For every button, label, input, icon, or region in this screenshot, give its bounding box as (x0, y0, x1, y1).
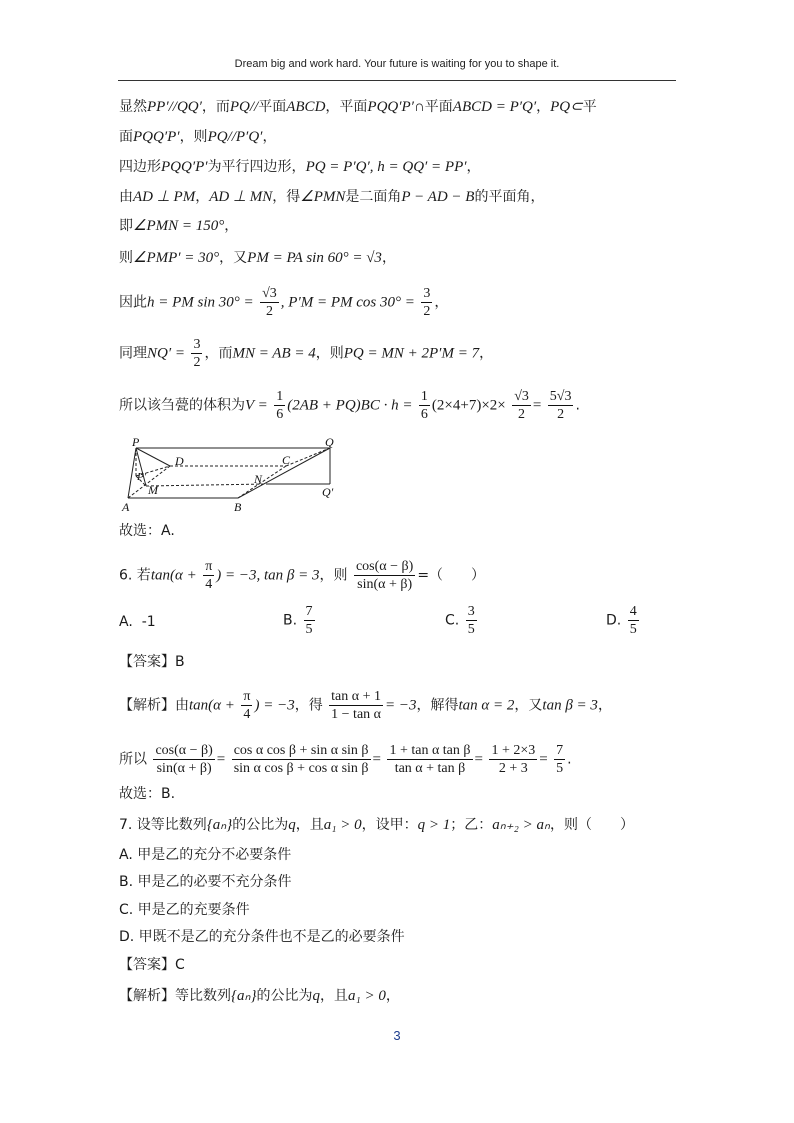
fraction: $\frac{\cos(\alpha - \beta)}{\sin(\alpha + \beta)}$ (355, 559, 414, 592)
fraction: $\frac{1 + 2\times 3}{2 + 3}$ (491, 743, 536, 776)
question-6-solution-line-2: 所以 $\frac{\cos(\alpha - \beta)}{\sin(\alpha + \beta)}$ = $\frac{\text{cos α cos β + sin α sin β}}{\text{sin α cos β + cos α sin β}}$ = $\frac{\text{1 + tan α tan β}}{\text{tan α + tan β}}$ = $\frac{1 + 2\times 3}{2 + 3}$ = $\frac{7}{5}$ . (119, 743, 572, 776)
solution-line-8: 同理NQ′ = $\frac{3}{2}$ ，而MN = AB = 4，则PQ = MN + 2P′M = 7， (119, 337, 494, 370)
solution-line-6: 则∠PMP′ = 30°，又PM = PA sin 60° = √3， (119, 250, 396, 266)
fraction: $\frac{4}{5}$ (629, 604, 637, 637)
fraction: $\frac{3}{2}$ (193, 337, 201, 370)
edge-MN (146, 484, 266, 486)
solution-line-1: 显然PP′//QQ′，而PQ//平面ABCD，平面PQQ′P′∩平面ABCD = P′Q′，PQ⊂平 (119, 99, 597, 115)
fraction: $\frac{√3}{2}$ (514, 389, 529, 422)
fraction: $\frac{\cos(\alpha - \beta)}{\sin(\alpha + \beta)}$ (155, 743, 213, 776)
geometry-figure (118, 436, 348, 516)
solution-line-5: 即∠PMN = 150°， (119, 218, 239, 234)
label-Q: Q (325, 436, 334, 449)
label-A: A (122, 500, 130, 514)
question-7-option-b: B. 甲是乙的必要不充分条件 (119, 874, 292, 890)
question-6-option-d: D. $\frac{4}{5}$ (606, 604, 637, 637)
edge-PD (136, 448, 170, 466)
label-D: D (175, 454, 184, 468)
fraction: $\frac{\text{cos α cos β + sin α sin β}}{\text{sin α cos β + cos α sin β}}$ (233, 743, 369, 776)
fraction: $\frac{3}{2}$ (423, 286, 431, 319)
solution-line-3: 四边形PQQ′P′为平行四边形，PQ = P′Q′, h = QQ′ = PP′， (119, 159, 481, 175)
fraction: $\frac{7}{5}$ (305, 604, 313, 637)
fraction: $\frac{\pi}{4}$ (205, 559, 213, 592)
fraction: $\frac{\text{1 + tan α tan β}}{\text{tan α + tan β}}$ (389, 743, 471, 776)
label-P: P (132, 436, 140, 449)
page-number: 3 (393, 1028, 401, 1043)
fraction: $\frac{3}{5}$ (467, 604, 475, 637)
question-6-option-a: A. -1 (119, 614, 156, 630)
solution-line-9: 所以该刍甍的体积为V = $\frac{1}{6}$ (2AB + PQ)BC · h = $\frac{1}{6}$ (2×4+7)×2× $\frac{√3}{2}$ = $\frac{5√3}{2}$ . (119, 389, 580, 422)
fraction: $\frac{1}{6}$ (420, 389, 428, 422)
fraction: $\frac{√3}{2}$ (262, 286, 277, 319)
question-6-choice: 故选：B. (119, 786, 176, 802)
question-7-stem: 7. 设等比数列{aₙ}的公比为q，且a₁ > 0，设甲：q > 1；乙：aₙ₊₂ > aₙ，则（ ） (119, 817, 634, 833)
question-7-option-a: A. 甲是乙的充分不必要条件 (119, 847, 292, 863)
answer-5-choice: 故选：A. (119, 523, 175, 539)
label-Pp: P′ (137, 471, 147, 483)
solution-line-4: 由AD ⊥ PM，AD ⊥ MN，得∠PMN是二面角P − AD − B的平面角， (119, 189, 545, 205)
fraction: $\frac{1}{6}$ (276, 389, 284, 422)
fraction: $\frac{\pi}{4}$ (243, 689, 251, 722)
fraction: $\frac{5√3}{2}$ (549, 389, 572, 422)
header-motto: Dream big and work hard. Your future is waiting for you to shape it. (234, 58, 560, 70)
question-6-option-c: C. $\frac{3}{5}$ (445, 604, 475, 637)
question-7-solution-line-1: 【解析】等比数列{aₙ}的公比为q，且a₁ > 0， (119, 988, 400, 1004)
header-rule (118, 80, 676, 81)
label-N: N (254, 472, 263, 486)
label-M: M (148, 483, 158, 497)
fraction: $\frac{7}{5}$ (556, 743, 564, 776)
question-6-answer: 【答案】B (119, 654, 185, 670)
question-6-option-b: B. $\frac{7}{5}$ (283, 604, 313, 637)
question-6-solution-line-1: 【解析】由tan(α + $\frac{\pi}{4}$ ) = −3，得 $\frac{\text{tan α + 1}}{\text{1 − tan α}}$ = −3，解得tan α = 2，又tan β = 3， (119, 689, 612, 722)
edge-CQ (286, 448, 330, 466)
label-B: B (234, 500, 242, 514)
question-7-option-c: C. 甲是乙的充要条件 (119, 902, 250, 918)
fraction: $\frac{\text{tan α + 1}}{\text{1 − tan α}}$ (331, 689, 381, 722)
question-7-answer: 【答案】C (119, 957, 185, 973)
solution-line-7: 因此h = PM sin 30° = $\frac{√3}{2}$ , P′M = PM cos 30° = $\frac{3}{2}$ ， (119, 286, 449, 319)
label-Qp: Q′ (322, 485, 334, 499)
label-C: C (282, 453, 291, 467)
solution-line-2: 面PQQ′P′，则PQ//P′Q′， (119, 129, 277, 145)
edge-AP (128, 448, 136, 498)
question-7-option-d: D. 甲既不是乙的充分条件也不是乙的必要条件 (119, 929, 405, 945)
question-6-stem: 6. 若tan(α + $\frac{\pi}{4}$ ) = −3, tan β = 3，则 $\frac{\cos(\alpha - \beta)}{\sin(\alpha + \beta)}$ =（ ） (119, 559, 486, 592)
